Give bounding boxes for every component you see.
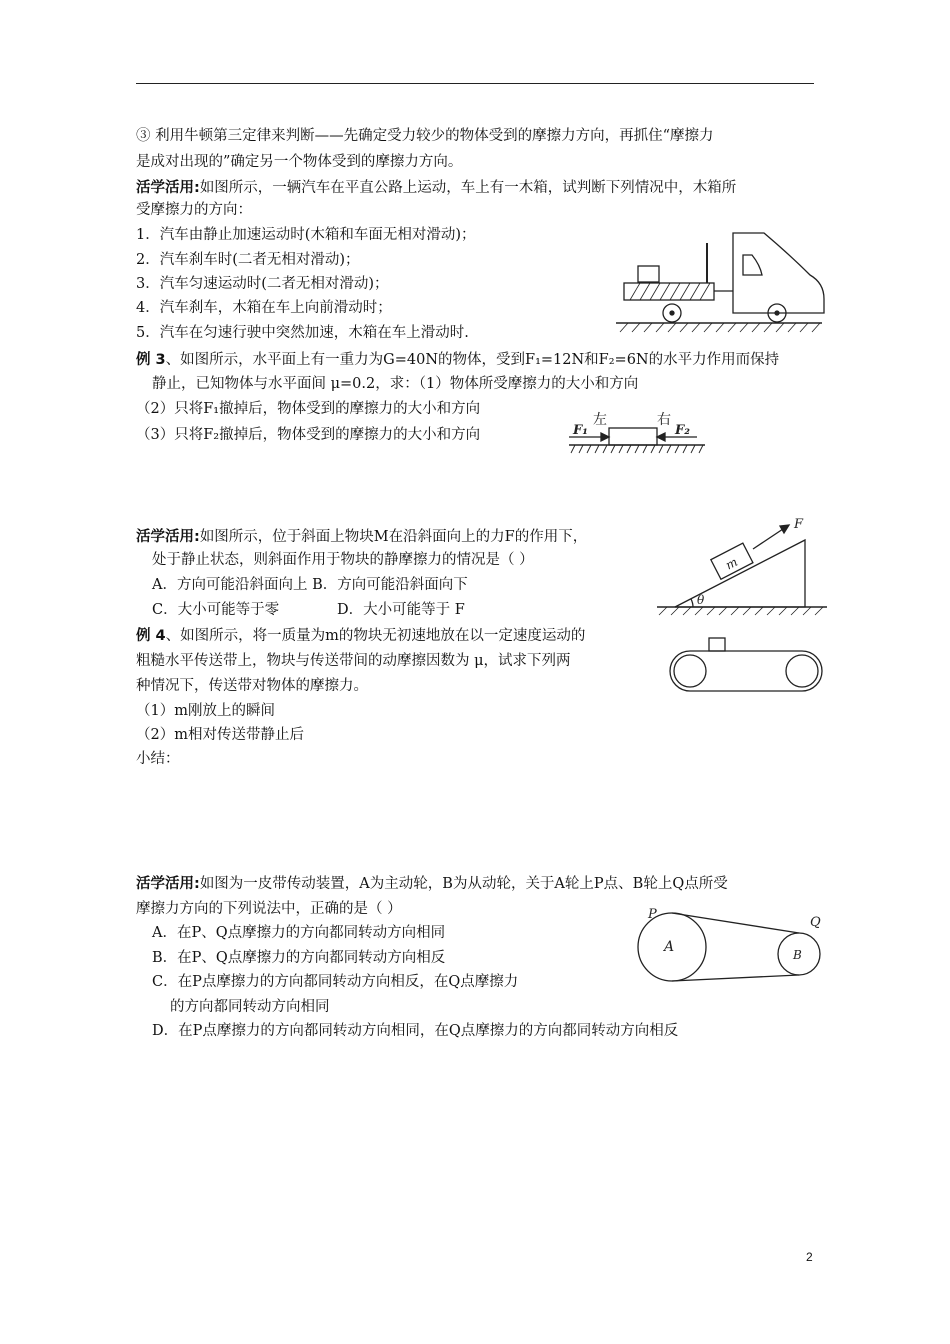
practice1-item-1: 1．汽车由静止加速运动时(木箱和车面无相对滑动)； xyxy=(136,227,476,243)
summary-label: 小结： xyxy=(136,751,180,767)
practice2-option-d: D．大小可能等于 F xyxy=(337,602,465,618)
practice1-line-2: 受摩擦力的方向： xyxy=(136,202,252,218)
practice2-line-2: 处于静止状态，则斜面作用于物块的静摩擦力的情况是（ ） xyxy=(152,552,534,568)
practice2-option-c: C．大小可能等于零 xyxy=(152,602,280,618)
belt-upper xyxy=(672,913,799,933)
wheel-b-label: B xyxy=(793,948,802,962)
practice1-line-1 xyxy=(136,177,736,199)
example4-text-1: 、如图所示，将一质量为m的物块无初速地放在以一定速度运动的 xyxy=(165,628,586,644)
mass-label: m xyxy=(723,554,740,573)
block xyxy=(609,428,657,445)
example3-line-4: （3）只将F₂撤掉后，物体受到的摩擦力的大小和方向 xyxy=(136,427,481,443)
example3-text-1: 、如图所示，水平面上有一重力为G=40N的物体，受到F₁=12N和F₂=6N的水平力作用而保持 xyxy=(165,352,780,368)
left-roller xyxy=(674,655,706,687)
belt-left-wrap xyxy=(670,651,690,691)
header-rule xyxy=(136,83,814,84)
example4-question-1: （1）m刚放上的瞬间 xyxy=(136,703,275,719)
incline xyxy=(675,540,805,607)
wheel-a-label: A xyxy=(664,939,675,955)
f2-label: F₂ xyxy=(675,423,690,438)
practice3-option-a: A．在P、Q点摩擦力的方向都同转动方向相同 xyxy=(152,925,446,941)
incline-ground-hatch xyxy=(659,607,823,615)
intro-line-2: 是成对出现的”确定另一个物体受到的摩擦力方向。 xyxy=(136,154,463,170)
example4-line-2: 粗糙水平传送带上，物块与传送带间的动摩擦因数为 μ，试求下列两 xyxy=(136,653,571,669)
practice1-item-4: 4．汽车刹车，木箱在车上向前滑动时； xyxy=(136,300,392,316)
angle-arc xyxy=(691,599,693,607)
example3-line-3: （2）只将F₁撤掉后，物体受到的摩擦力的大小和方向 xyxy=(136,401,481,417)
practice3-option-d: D．在P点摩擦力的方向都同转动方向相同，在Q点摩擦力的方向都同转动方向相反 xyxy=(152,1023,679,1039)
example4-line-3: 种情况下，传送带对物体的摩擦力。 xyxy=(136,678,368,694)
force-label: F xyxy=(794,517,804,532)
truck-figure xyxy=(612,225,827,340)
f1-label: F₁ xyxy=(573,423,588,438)
truck-box xyxy=(638,266,659,282)
practice2-line-1 xyxy=(136,526,587,548)
practice1-item-3: 3．汽车匀速运动时(二者无相对滑动)； xyxy=(136,276,389,292)
conveyor-block xyxy=(709,638,725,651)
incline-block xyxy=(711,543,753,579)
block-forces-figure xyxy=(565,408,715,466)
force-arrow xyxy=(753,529,783,549)
practice1-item-2: 2．汽车刹车时(二者无相对滑动)； xyxy=(136,252,360,268)
practice3-text-1: 如图为一皮带传动装置，A为主动轮，B为从动轮，关于A轮上P点、B轮上Q点所受 xyxy=(199,876,728,892)
page-number: 2 xyxy=(806,1250,813,1264)
truck-cab xyxy=(733,233,824,313)
right-roller xyxy=(786,655,818,687)
example4-label: 例 4 xyxy=(136,628,166,644)
incline-figure xyxy=(655,514,830,619)
truck-window xyxy=(743,255,762,275)
left-label: 左 xyxy=(593,412,607,428)
practice3-label: 活学活用: xyxy=(136,876,200,892)
practice3-option-c: C．在P点摩擦力的方向都同转动方向相反，在Q点摩擦力 xyxy=(152,974,519,990)
practice2-options-ab: A．方向可能沿斜面向上 B．方向可能沿斜面向下 xyxy=(152,577,468,593)
right-label: 右 xyxy=(657,412,671,428)
truck-bed-hatch xyxy=(630,283,710,300)
practice2-label: 活学活用: xyxy=(136,529,200,545)
pulley-figure xyxy=(636,904,826,984)
practice2-text-1: 如图所示，位于斜面上物块M在沿斜面向上的力F的作用下， xyxy=(199,529,588,545)
example4-question-2: （2）m相对传送带静止后 xyxy=(136,727,304,743)
practice3-line-2: 摩擦力方向的下列说法中，正确的是（ ） xyxy=(136,901,402,917)
point-q-label: Q xyxy=(810,915,821,930)
practice3-option-b: B．在P、Q点摩擦力的方向都同转动方向相反 xyxy=(152,950,446,966)
practice3-option-c-cont: 的方向都同转动方向相同 xyxy=(170,999,330,1015)
practice1-item-5: 5．汽车在匀速行驶中突然加速，木箱在车上滑动时. xyxy=(136,325,469,341)
practice1-label: 活学活用: xyxy=(136,180,200,196)
practice1-text-1: 如图所示，一辆汽车在平直公路上运动，车上有一木箱，试判断下列情况中，木箱所 xyxy=(199,180,737,196)
example3-line-1 xyxy=(136,349,779,371)
practice3-line-1 xyxy=(136,873,728,895)
point-p-label: P xyxy=(648,907,657,922)
example4-line-1 xyxy=(136,625,585,647)
intro-line-1: ③ 利用牛顿第三定律来判断——先确定受力较少的物体受到的摩擦力方向，再抓住“摩擦力 xyxy=(136,128,714,144)
block-ground-hatch xyxy=(571,445,703,453)
truck-bed xyxy=(624,283,714,300)
truck-ground-hatch xyxy=(620,323,820,332)
theta-label: θ xyxy=(697,593,705,607)
example3-label: 例 3 xyxy=(136,352,166,368)
conveyor-figure xyxy=(670,636,822,694)
belt-right-wrap xyxy=(802,651,822,691)
example3-line-2: 静止，已知物体与水平面间 μ=0.2，求：（1）物体所受摩擦力的大小和方向 xyxy=(152,376,639,392)
